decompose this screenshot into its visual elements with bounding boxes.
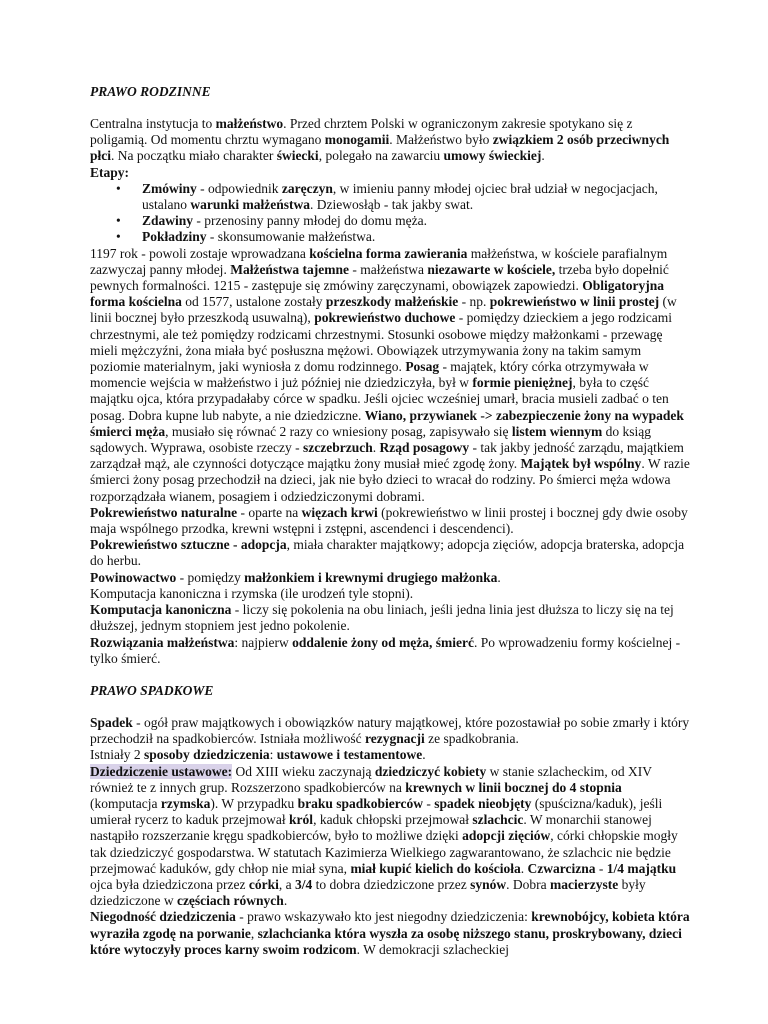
- bold-text: monogamii: [324, 132, 390, 148]
- bold-text: pokrewieństwo duchowe: [314, 310, 456, 326]
- bold-text: Powinowactwo: [90, 569, 177, 585]
- bold-text: częściach równych: [176, 893, 284, 909]
- bold-text: niezawarte w kościele,: [427, 261, 556, 277]
- bold-text: rezygnacji: [365, 731, 425, 747]
- bold-text: synów: [470, 876, 507, 892]
- bold-text: dziedziczyć kobiety: [374, 763, 487, 779]
- bold-text: Wiano, przywianek -> zabezpieczenie żony na wypadek śmierci męża: [90, 407, 684, 439]
- bold-text: szlachcianka która wyszła za osobę niższego stanu, proskrybowany, dzieci które wytoczyły proces karny swoim rodzicom: [90, 925, 682, 957]
- bold-text: oddalenie żony od męża, śmierć: [292, 634, 474, 650]
- bullet-icon: •: [116, 213, 121, 229]
- bold-text: miał kupić kielich do kościoła: [350, 860, 521, 876]
- document-page: [90, 84, 690, 958]
- bold-text: Rząd posagowy: [379, 440, 470, 456]
- bold-text: 3/4: [295, 876, 313, 892]
- paragraph: Pokrewieństwo sztuczne - adopcja, miała charakter majątkowy; adopcja zięciów, adopcja braterska, adopcja do herbu.: [90, 537, 685, 569]
- bold-text: Rozwiązania małżeństwa: [90, 634, 235, 650]
- section-title-prawo-rodzinne: PRAWO RODZINNE: [90, 84, 211, 99]
- paragraph: Spadek - ogół praw majątkowych i obowiązków natury majątkowej, które pozostawiał po sobie zmarły i który przechodził na spadkobierców. Istniała możliwość rezygnacji ze spadkobrania.: [90, 714, 690, 747]
- list-item: • Zmówiny - odpowiednik zaręczyn, w imieniu panny młodej ojciec brał udział w negocjacjach, ustalano warunki małżeństwa. Dziewosłąb - tak jakby swat.: [116, 180, 658, 213]
- paragraph: Komputacja kanoniczna i rzymska (ile urodzeń tyle stopni).: [90, 585, 414, 601]
- paragraph: Niegodność dziedziczenia - prawo wskazywało kto jest niegodny dziedziczenia: krewnobójcy, kobieta która wyraziła zgodę na porwanie, szlachcianka która wyszła za osobę niższego stanu, proskrybowany, dzieci które wytoczyły proces karny swoim rodzicom. W demokracji szlacheckiej: [90, 909, 690, 957]
- bold-text: Komputacja kanoniczna: [90, 602, 232, 618]
- bold-text: adopcji zięciów: [462, 828, 551, 844]
- bold-text: Pokrewieństwo sztuczne - adopcja: [90, 537, 287, 553]
- bold-text: Niegodność dziedziczenia: [90, 909, 236, 925]
- bold-text: macierzyste: [549, 876, 619, 892]
- bold-text: Posag: [405, 359, 440, 375]
- bold-text: szczebrzuch: [303, 440, 373, 456]
- bold-text: sposoby dziedziczenia: [144, 747, 270, 763]
- bold-text: pokrewieństwo w linii prostej: [489, 294, 660, 310]
- bold-text: listem wiennym: [511, 423, 603, 439]
- bold-text: zaręczyn: [281, 180, 333, 196]
- bold-text: Pokrewieństwo naturalne: [90, 504, 238, 520]
- paragraph: Dziedziczenie ustawowe: Od XIII wieku zaczynają dziedziczyć kobiety w stanie szlacheckim, od XIV również te z innych grup. Rozszerzono spadkobierców na krewnych w linii bocznej do 4 stopnia (komputacja rzymska). W przypadku braku spadkobierców - spadek nieobjęty (spuścizna/kaduk), jeśli umierał rycerz to kaduk przejmował król, kaduk chłopski przejmował szlachcic. W monarchii stanowej nastąpiło rozszerzanie kręgu spadkobierców, było to możliwe dzięki adopcji zięciów, córki chłopskie mogły tak dziedziczyć gospodarstwa. W statutach Kazimierza Wielkiego zagwarantowano, że szlachcic nie będzie przejmować kaduków, gdy chłop nie miał syna, miał kupić kielich do kościoła. Czwarcizna - 1/4 majątku ojca była dziedziczona przez córki, a 3/4 to dobra dziedziczone przez synów. Dobra macierzyste były dziedziczone w częściach równych.: [90, 763, 678, 909]
- bullet-icon: •: [116, 180, 121, 196]
- bold-text: Czwarcizna: [527, 860, 596, 876]
- bullet-icon: •: [116, 229, 121, 245]
- bold-text: Zmówiny: [142, 180, 197, 196]
- bold-text: związkiem 2 osób przeciwnych płci: [90, 132, 670, 164]
- paragraph: Rozwiązania małżeństwa: najpierw oddalenie żony od męża, śmierć. Po wprowadzeniu formy kościelnej - tylko śmierć.: [90, 634, 681, 666]
- section-title-prawo-spadkowe: PRAWO SPADKOWE: [90, 682, 214, 698]
- bold-text: formie pieniężnej: [472, 375, 573, 391]
- bold-text: spadek nieobjęty: [434, 795, 532, 811]
- list-item: • Pokładziny - skonsumowanie małżeństwa.: [116, 229, 376, 245]
- bold-text: król: [289, 812, 314, 828]
- paragraph: Centralna instytucja to małżeństwo. Przed chrztem Polski w ograniczonym zakresie spotykano się z poligamią. Od momentu chrztu wymagano monogamii. Małżeństwo było związkiem 2 osób przeciwnych płci. Na początku miało charakter świecki, polegało na zawarciu umowy świeckiej.: [90, 116, 670, 164]
- paragraph: Istniały 2 sposoby dziedziczenia: ustawowe i testamentowe.: [90, 747, 426, 763]
- paragraph: 1197 rok - powoli zostaje wprowadzana kościelna forma zawierania małżeństwa, w kościele parafialnym zazwyczaj panny młodej. Małżeństwa tajemne - małżeństwa niezawarte w kościele, trzeba było dopełnić pewnych formalności. 1215 - zastępuje się zmówiny zaręczynami, obowiązek zapowiedzi. Obligatoryjna forma kościelna od 1577, ustalone zostały przeszkody małżeńskie - np. pokrewieństwo w linii prostej (w linii bocznej było przeszkodą usuwalną), pokrewieństwo duchowe - pomiędzy dzieckiem a jego rodzicami chrzestnymi, ale też pomiędzy rodzicami chrzestnymi. Stosunki osobowe między małżonkami - przewagę mieli mężczyźni, żona miała być posłuszna mężowi. Obowiązek utrzymywania żony na takim samym poziomie materialnym, jaki wyniosła z domu rodzinnego. Posag - majątek, który córka otrzymywała w momencie wejścia w małżeństwo i już później nie dziedziczyła, był w formie pieniężnej, była to część majątku ojca, która przypadałaby córce w spadku. Jeśli ojciec wcześniej umarł, bracia musieli zadbać o ten posag. Dobra kupne lub nabyte, a nie dziedziczne. Wiano, przywianek -> zabezpieczenie żony na wypadek śmierci męża, musiało się równać 2 razy co wniesiony posag, zapisywało się listem wiennym do ksiąg sądowych. Wyprawa, osobiste rzeczy - szczebrzuch. Rząd posagowy - tak jakby jedność zarządu, majątkiem zarządzał mąż, ale czynności dotyczące majątku żony musiał mieć zgodę żony. Majątek był wspólny. W razie śmierci żony posag przechodził na dzieci, jak nie było dzieci to wracał do rodziny. Po śmierci męża wdowa rozporządzała wianem, posagiem i odziedziczonymi dobrami.: [90, 245, 690, 504]
- bold-text: małżeństwo: [215, 116, 284, 131]
- bold-text: szlachcic: [472, 812, 524, 828]
- bold-text: braku spadkobierców: [297, 795, 424, 811]
- bold-text: warunki małżeństwa: [190, 197, 311, 213]
- etapy-list: [90, 181, 690, 246]
- bold-text: 1/4 majątku: [606, 860, 677, 876]
- paragraph: Powinowactwo - pomiędzy małżonkiem i krewnymi drugiego małżonka.: [90, 569, 501, 585]
- bold-text: krewnych w linii bocznej do 4 stopnia: [405, 779, 622, 795]
- highlighted-text: Dziedziczenie ustawowe:: [90, 763, 233, 779]
- bold-text: Majątek był wspólny: [520, 456, 642, 472]
- list-item: • Zdawiny - przenosiny panny młodej do domu męża.: [116, 213, 427, 229]
- bold-text: Obligatoryjna forma kościelna: [90, 278, 664, 310]
- bold-text: rzymska: [160, 795, 211, 811]
- bold-text: małżonkiem i krewnymi drugiego małżonka: [244, 569, 498, 585]
- bold-text: umowy świeckiej: [443, 148, 542, 164]
- bold-text: Zdawiny: [142, 213, 194, 229]
- bold-text: Spadek: [90, 714, 133, 730]
- bold-text: kościelna forma zawierania: [309, 245, 468, 261]
- bold-text: przeszkody małżeńskie: [325, 294, 459, 310]
- paragraph: Pokrewieństwo naturalne - oparte na więzach krwi (pokrewieństwo w linii prostej i bocznej gdy dwie osoby maja wspólnego przodka, krewni wstępni i zstępni, ascendenci i descendenci).: [90, 504, 688, 537]
- bold-text: świecki: [276, 148, 319, 164]
- paragraph: Komputacja kanoniczna - liczy się pokolenia na obu liniach, jeśli jedna linia jest dłuższa to liczy się na tej dłuższej, jednym stopniem jest jedno pokolenie.: [90, 602, 674, 634]
- etapy-label: Etapy:: [90, 164, 130, 180]
- bold-text: więzach krwi: [301, 504, 378, 520]
- bold-text: córki: [248, 876, 279, 892]
- bold-text: krewnobójcy, kobieta która wyraziła zgodę na porwanie: [90, 909, 690, 941]
- bold-text: Małżeństwa tajemne: [230, 261, 350, 277]
- bold-text: ustawowe i testamentowe: [276, 747, 423, 763]
- bold-text: Pokładziny: [142, 229, 207, 245]
